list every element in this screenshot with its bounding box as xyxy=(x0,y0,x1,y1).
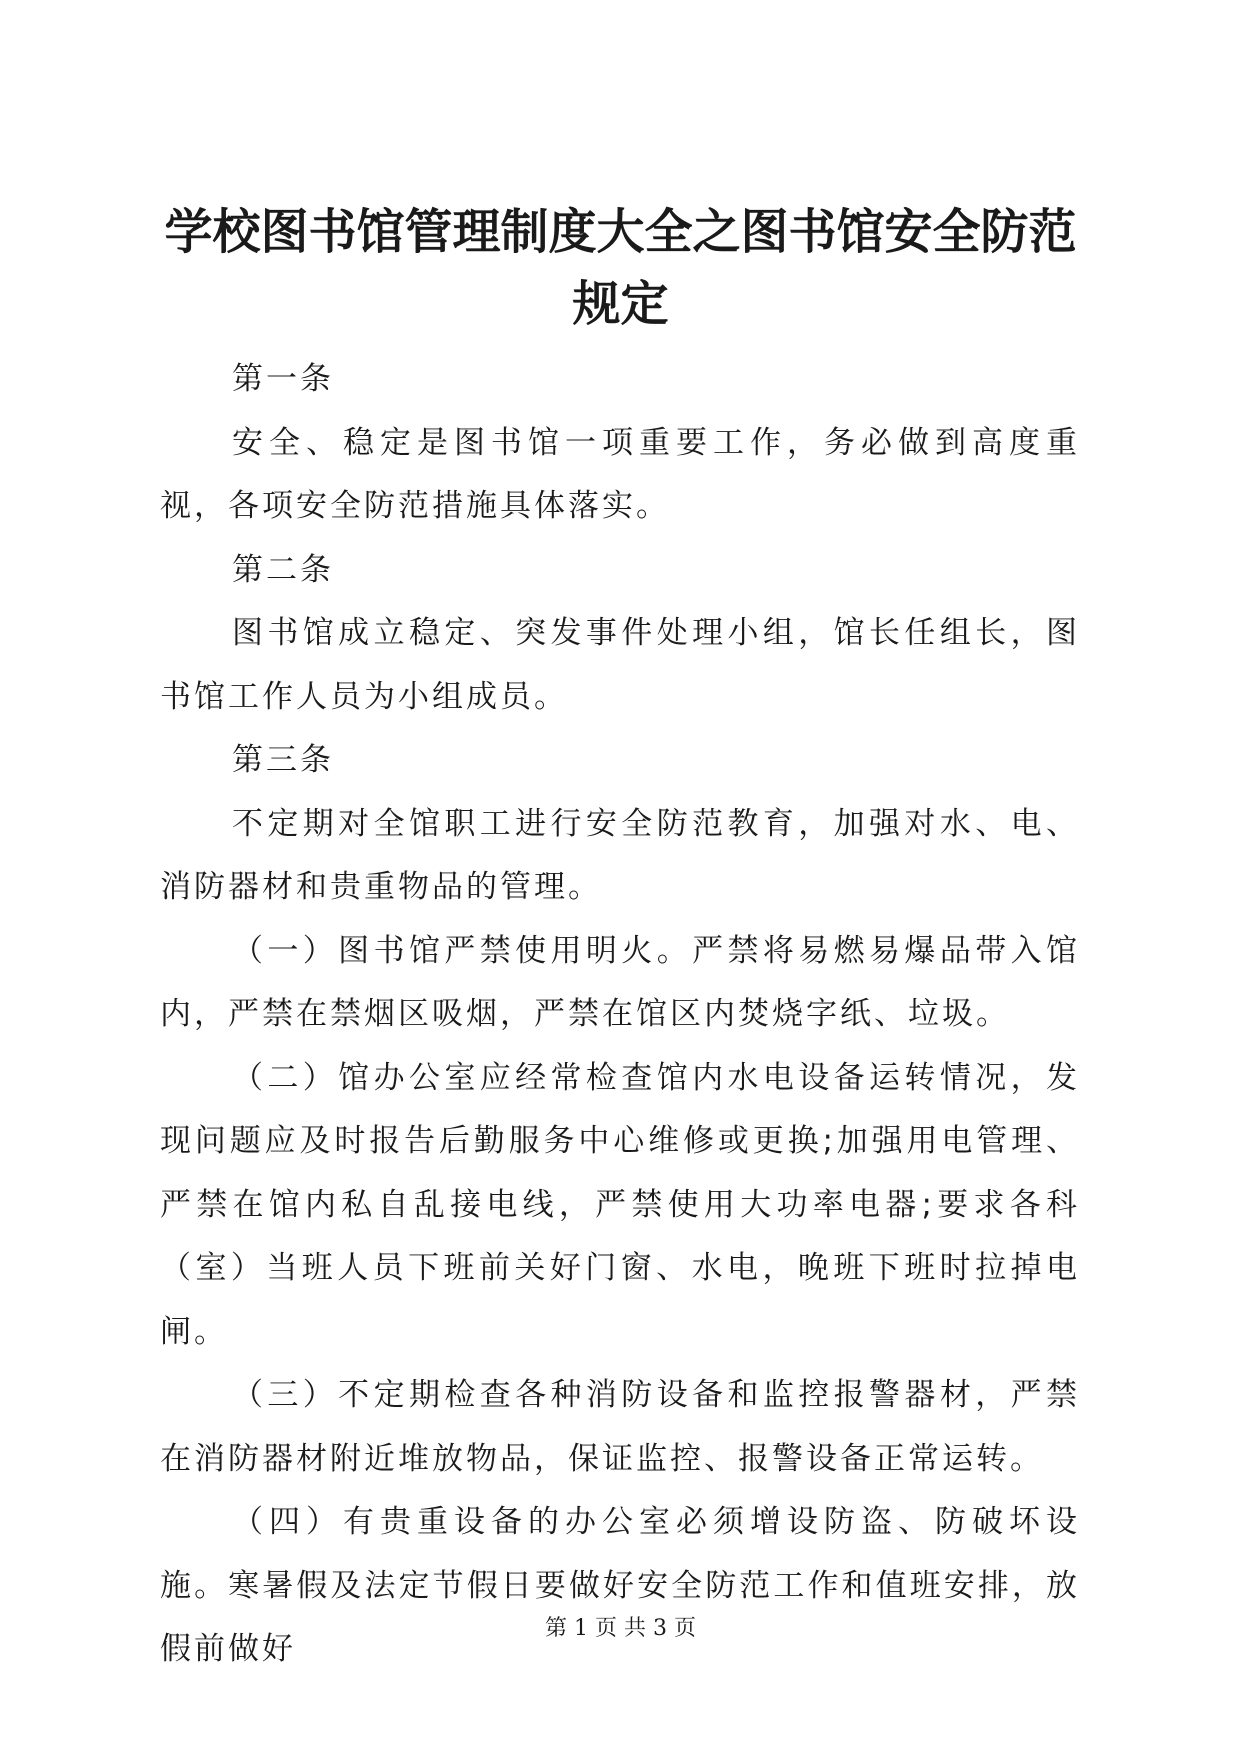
clause-3: （三）不定期检查各种消防设备和监控报警器材，严禁在消防器材附近堆放物品，保证监控、报警设备正常运转。 xyxy=(160,1377,1080,1477)
clause-1: （一）图书馆严禁使用明火。严禁将易燃易爆品带入馆内，严禁在禁烟区吸烟，严禁在馆区内焚烧字纸、垃圾。 xyxy=(160,932,1080,1032)
clause-2: （二）馆办公室应经常检查馆内水电设备运转情况，发现问题应及时报告后勤服务中心维修或更换;加强用电管理、严禁在馆内私自乱接电线，严禁使用大功率电器;要求各科（室）当班人员下班前关好门窗、水电，晚班下班时拉掉电闸。 xyxy=(160,1059,1080,1350)
page-footer: 第 1 页 共 3 页 xyxy=(545,1616,696,1641)
article-heading-2: 第二条 xyxy=(232,551,334,588)
paragraph: 不定期对全馆职工进行安全防范教育，加强对水、电、消防器材和贵重物品的管理。 xyxy=(160,805,1080,905)
clause-4: （四）有贵重设备的办公室必须增设防盗、防破坏设施。寒暑假及法定节假日要做好安全防范工作和值班安排，放假前做好 xyxy=(160,1504,1080,1667)
article-heading-1: 第一条 xyxy=(232,361,334,397)
paragraph: 图书馆成立稳定、突发事件处理小组，馆长任组长，图书馆工作人员为小组成员。 xyxy=(160,615,1080,715)
document-body xyxy=(160,348,1080,1682)
article-heading-3: 第三条 xyxy=(232,742,334,778)
document-title: 学校图书馆管理制度大全之图书馆安全防范规定 xyxy=(164,204,1077,332)
paragraph: 安全、稳定是图书馆一项重要工作，务必做到高度重视，各项安全防范措施具体落实。 xyxy=(160,424,1080,524)
